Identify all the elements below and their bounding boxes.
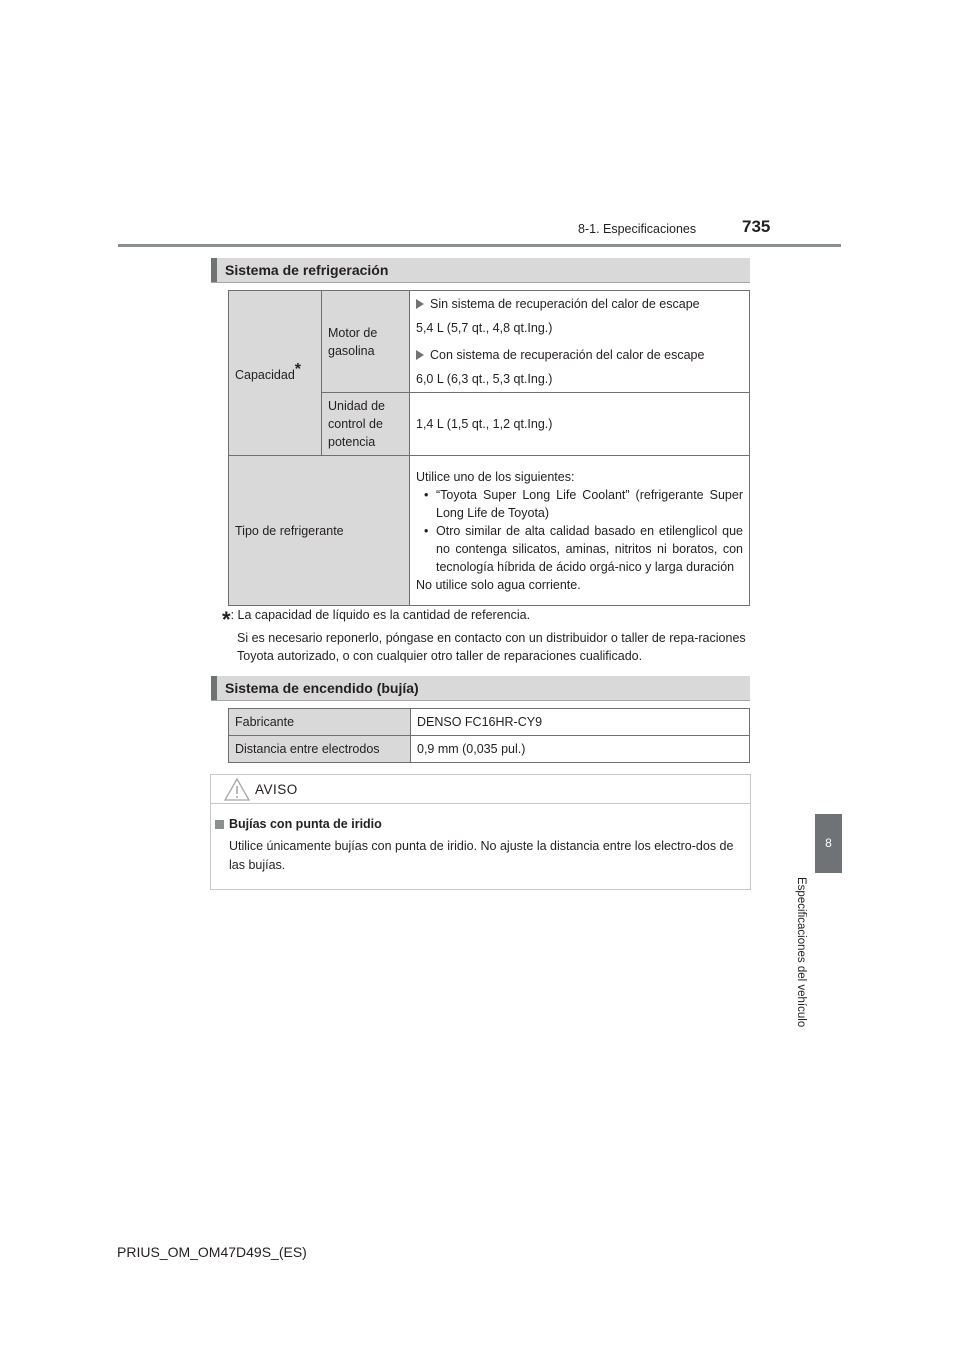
coolant-item: • Otro similar de alta calidad basado en etilenglicol que no contenga silicatos, aminas, nitritos ni boratos, con tecnología híbrida de ácido orgá-nico y larga duración xyxy=(416,522,743,576)
with-recovery-value: 6,0 L (6,3 qt., 5,3 qt.Ing.) xyxy=(416,372,553,386)
coolant-value-cell xyxy=(410,456,750,606)
ignition-row-value: 0,9 mm (0,035 pul.) xyxy=(411,736,750,763)
chapter-title: Especificaciones del vehículo xyxy=(795,877,807,1028)
ignition-section-title: Sistema de encendido (bujía) xyxy=(225,680,419,696)
ignition-row-label: Distancia entre electrodos xyxy=(229,736,411,763)
cooling-section-title: Sistema de refrigeración xyxy=(225,262,389,278)
section-marker xyxy=(211,258,217,282)
notice-box xyxy=(210,774,751,890)
coolant-label: Tipo de refrigerante xyxy=(229,456,410,606)
ignition-row-value: DENSO FC16HR-CY9 xyxy=(411,709,750,736)
cooling-section-header xyxy=(211,258,750,283)
footnote-asterisk: * xyxy=(222,607,231,632)
header-rule xyxy=(118,244,841,247)
notice-title: Bujías con punta de iridio xyxy=(229,817,382,831)
without-recovery-label: Sin sistema de recuperación del calor de escape xyxy=(430,297,700,311)
triangle-bullet-icon xyxy=(416,350,424,360)
footnote-line1: : La capacidad de líquido es la cantidad de referencia. xyxy=(230,608,531,622)
triangle-bullet-icon xyxy=(416,299,424,309)
chapter-title-vertical xyxy=(788,877,814,1050)
engine-label: Motor de gasolina xyxy=(322,291,410,393)
capacity-cell xyxy=(229,291,322,456)
notice-header xyxy=(211,775,750,804)
ignition-table xyxy=(228,708,750,763)
asterisk: * xyxy=(294,361,301,379)
chapter-tab: 8 xyxy=(815,814,842,873)
coolant-item: • “Toyota Super Long Life Coolant” (refrigerante Super Long Life de Toyota) xyxy=(416,486,743,522)
engine-value-cell xyxy=(410,291,750,393)
footnote xyxy=(222,606,750,665)
coolant-intro: Utilice uno de los siguientes: xyxy=(416,469,575,484)
section-title: 8-1. Especificaciones xyxy=(578,222,697,236)
pcu-value: 1,4 L (1,5 qt., 1,2 qt.Ing.) xyxy=(410,393,750,456)
pcu-label: Unidad de control de potencia xyxy=(322,393,410,456)
notice-label: AVISO xyxy=(255,782,298,797)
page-number: 735 xyxy=(742,217,771,236)
section-marker xyxy=(211,676,217,700)
ignition-row-label: Fabricante xyxy=(229,709,411,736)
with-recovery-label: Con sistema de recuperación del calor de escape xyxy=(430,348,705,362)
notice-body: Utilice únicamente bujías con punta de iridio. No ajuste la distancia entre los electro-dos de las bujías. xyxy=(229,839,734,872)
warning-icon xyxy=(224,778,250,801)
ignition-section-header xyxy=(211,676,750,701)
document-code: PRIUS_OM_OM47D49S_(ES) xyxy=(117,1244,307,1260)
footnote-line2: Si es necesario reponerlo, póngase en contacto con un distribuidor o taller de repa-raciones Toyota autorizado, o con cualquier otro taller de reparaciones cualificado. xyxy=(237,631,746,663)
capacity-label: Capacidad xyxy=(235,368,295,383)
coolant-note: No utilice solo agua corriente. xyxy=(416,577,581,592)
without-recovery-value: 5,4 L (5,7 qt., 4,8 qt.Ing.) xyxy=(416,321,553,335)
cooling-table xyxy=(228,290,750,606)
square-bullet-icon xyxy=(215,820,224,829)
